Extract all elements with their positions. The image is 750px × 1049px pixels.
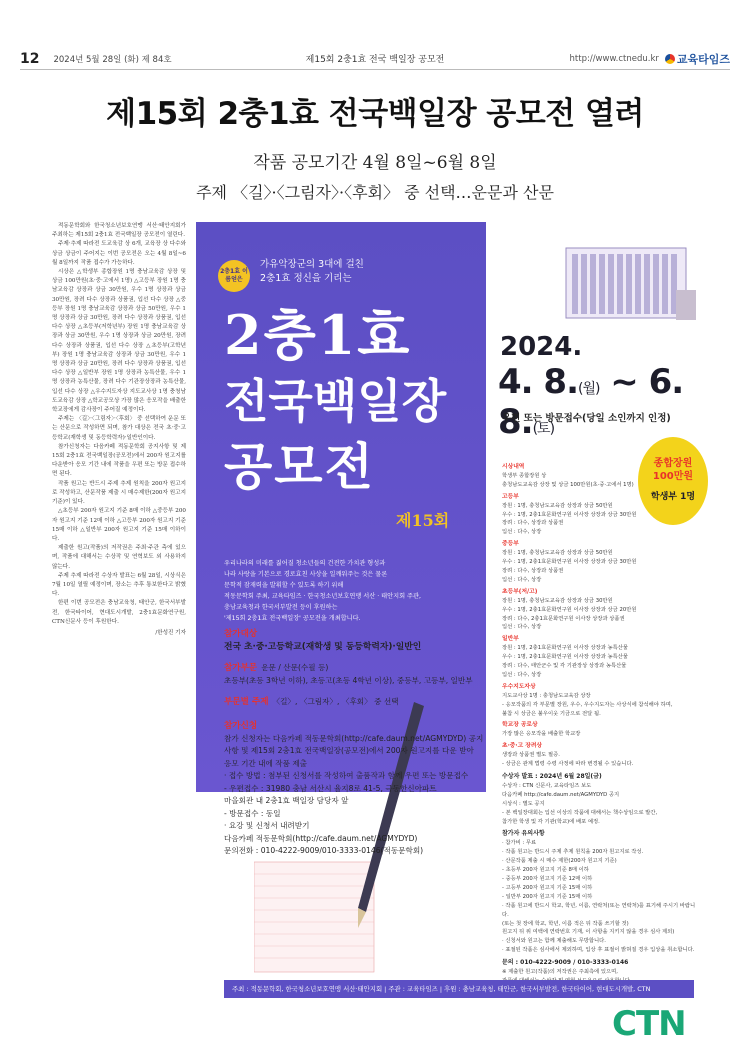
poster-tagline: [260, 258, 364, 286]
tagline-line: 2충1효 정신을 기리는: [260, 273, 352, 284]
detail-heading: 학교장 공로상: [502, 722, 538, 729]
detail-line: 지도교사상 1명 : 충청남도교육감 상장: [502, 692, 591, 699]
date-end: 6. 8.: [498, 362, 684, 442]
theme-heading: 부문별 주제: [224, 697, 269, 707]
logo-text: 교육타임즈: [676, 52, 730, 66]
detail-line: 시상식 : 별도 공지: [502, 800, 545, 807]
intro-line: 충남교육청과 한국서부발전 등이 후원하는: [224, 604, 338, 611]
masthead-right: [570, 51, 730, 67]
byline: /한성진 기자: [155, 629, 186, 636]
detail-subheading: 문의 : 010-4222-9009 / 010-3333-0146: [502, 959, 629, 967]
detail-line: 우수 : 1명, 2충1효문화연구원 이사장 상장과 농특산물: [502, 654, 629, 661]
date-sep: ~: [599, 362, 649, 402]
division-body: 운문 / 산문(수필 등): [261, 663, 329, 672]
apply-line: · 요강 및 신청서 내려받기: [224, 821, 310, 830]
apply-line: 다음카페 적동문학회(http://cafe.daum.net/AGMYDYD): [224, 833, 418, 843]
article-paragraph: 작품 원고는 반드시 주제 추제 원칙을 200자 원고지로 작성하고, 산문작품 제출 시 매수제한(200자 원고지 기준)이 있다.: [52, 480, 186, 506]
apply-line: - 방문접수 : 동일: [224, 808, 281, 818]
detail-line: 장원 : 1명, 2충1효문화연구원 이사장 상장과 농특산물: [502, 645, 629, 652]
page-number: 12: [20, 50, 40, 67]
intro-line: 문학적 잠재력을 발휘할 수 있도록 하기 위해: [224, 582, 344, 589]
detail-line: - 일반부 200자 원고지 기준 15매 이하: [502, 893, 593, 900]
apply-line: 사항 및 제15회 2충1효 전국백일장(공모전)에서 200자 원고지를 다운 받아: [224, 746, 474, 755]
poster-title-line: 전국백일장: [224, 374, 447, 428]
detail-line: 장려 : 다수, 상장과 상품권: [502, 520, 564, 527]
detail-line: 우수 : 1명, 2충1효문화연구원 이사장 상장과 상금 30만원: [502, 559, 637, 566]
apply-heading: 참가신청: [224, 721, 258, 731]
detail-line: · 신청서와 원고는 함께 제출해도 무방합니다.: [502, 938, 606, 945]
detail-line: 장려 : 다수, 2충1효문화연구원 이사장 상장과 상품권: [502, 615, 625, 622]
poster-footer: 주최 : 적동문학회, 한국청소년보호연맹 서산·태안지회 | 주관 : 교육타임즈 | 후원 : 충남교육청, 태안군, 한국서부발전, 한국타이어, 현대도시개발, CTN: [224, 980, 694, 998]
prize-label: 종합장원: [653, 458, 693, 469]
masthead: [20, 48, 730, 70]
article-body: [52, 222, 186, 638]
article-paragraph: 적동문학회와 한국청소년보호연맹 서산·태안지회가 주최하는 제15회 2충1효 전국백일장 공모전이 열린다.: [52, 223, 186, 239]
detail-heading: 시상내역: [502, 464, 525, 470]
apply-line: 응모 기간 내에 작품 제출: [224, 758, 308, 768]
intro-line: '제15회 2충1효 전국백일장' 공모전을 개최합니다.: [224, 615, 361, 622]
poster-date-range: [498, 362, 710, 442]
intro-line: 적동문학회 주최, 교육타임즈 · 한국청소년보호연맹 서산 · 태안지회 주관,: [224, 593, 421, 600]
detail-line: 장원 : 1명, 충청남도교육감 상장과 상금 50만원: [502, 502, 613, 509]
detail-line: · 표절된 작품은 심사에서 제외하며, 입상 후 표절이 밝혀질 경우 입상을 취소합니다.: [502, 947, 695, 954]
detail-line: 입선 : 다수, 상장: [502, 576, 542, 583]
apply-line: 마을회관 내 2충1효 백일장 담당자 앞: [224, 796, 349, 805]
detail-line: 장려 : 다수, 태안군수 및 각 기관장상 상장과 농특산물: [502, 663, 627, 670]
target-heading: 참가대상: [224, 629, 258, 639]
subhead-period: 작품 공모기간 4월 8일~6월 8일: [253, 153, 497, 173]
detail-line: 원고지 뒤 위 여백에 연락번호 기재, 이 사항을 지키지 않을 경우 심사 제외): [502, 929, 675, 936]
article-paragraph: 한편 이번 공모전은 충남교육청, 태안군, 한국서부발전, 한국타이어, 현대도시개발, 2충1효문화연구원, CTN신문사 등이 후원한다.: [52, 600, 186, 625]
detail-heading: 초·중·고 장려상: [502, 743, 543, 750]
detail-line: · 작품 원고는 반드시 주제 추제 원칙을 200자 원고지로 작성.: [502, 849, 644, 856]
detail-line: 충청남도교육감 상장 및 상금 100만원(초·중·고에서 1명): [502, 481, 634, 488]
poster-title: [224, 302, 446, 500]
poster-title-line: 공모전: [224, 437, 375, 496]
subhead-theme: 주제 〈길〉·〈그림자〉·〈후회〉 중 선택…운문과 산문: [196, 183, 554, 202]
division-heading: 참가부문: [224, 663, 258, 673]
books-illustration-icon: [526, 240, 706, 326]
article-paragraph: 주제·추제 따라전 도교육감 상 6개, 교육장 상 다수와 상금 상금이 주어지는 이번 공모전은 오는 4월 8일~6월 8일까지 작품 접수가 가능하다.: [52, 241, 186, 266]
target-body: 전국 초·중·고등학교(재학생 및 동등학력자)·일반인: [224, 641, 422, 652]
detail-line: 장려 : 다수, 상장과 상품권: [502, 567, 564, 574]
detail-line: ※ 제출한 원고(작품)의 저작권은 주최측에 있으며,: [502, 969, 618, 976]
detail-heading: 초등부(저/고): [502, 588, 538, 595]
receipt-note: 우편 또는 방문접수(당일 소인까지 인정): [502, 413, 671, 424]
article-paragraph: 주제 추제 따라전 수상자 발표는 6월 28일, 시상식은 7월 10일 열릴 예정이며, 장소는 추후 통보한다고 밝혔다.: [52, 572, 186, 598]
prize-target: 학생부 1명: [650, 492, 696, 502]
section-apply: [224, 720, 499, 858]
detail-subheading: 수상자 발표 : 2024년 6월 28일(금): [502, 773, 602, 780]
poster-title-line: 2충1효: [224, 303, 412, 367]
detail-line: 장원 : 1명, 충청남도교육감 상장과 상금 50만원: [502, 550, 613, 557]
detail-line: 가장 많은 응모작을 배출한 학교장: [502, 731, 581, 738]
detail-line: · 산문작품 제출 시 매수 제한(200자 원고지 기준): [502, 858, 617, 865]
division-detail: 초등부(초등 3학년 이하), 초등고(초등 4학년 이상), 중등부, 고등부, 일반부: [224, 675, 473, 685]
dow-end: (토): [532, 421, 555, 437]
detail-line: 입선 : 다수, 상장: [502, 529, 542, 536]
dow-start: (월): [577, 381, 600, 397]
detail-line: - 상금은 관계 법령 수령 사정에 따라 변경될 수 있습니다.: [502, 761, 634, 768]
tagline-line: 가유악장군의 3대에 걸친: [260, 259, 364, 270]
article-paragraph: 시상은 △학생부 종합장원 1명 충남교육감 상장 및 상금 100만원(초·중·고에서 1명) △고등부 장원 1명 충남교육감 상장과 상금 30만원, 우수 1명 상장과 상금 30만원, 장려 다수 상장과 상품권, 입선 다수 상장 △중등부 장원 1명 충남교육감 상장과 상금 50만원, 우수 1명 상장과 상금 30만원, 장려 다수 상장과 상품권, 입선 다수 상장 △초등부(저학년부) 장원 1명 충남교육감 상장과 상금 30만원, 우수 1명 상장과 상금 20만원, 장려 다수 상장과 상품권, 입선 다수 상장 △초등부(고학년부) 장원 1명 충남교육감 상장과 상금 30만원, 우수 1명 상장과 상금 20만원, 장려 다수 상장과 상품권, 입선 다수 상장 △일반부 장원 1명 상장과 농특산물, 우수 1명 상장과 농특산물, 장려 다수 기관장상장과 농특산물, 입선 다수 상장 △우수지도자상 지도교사상 1명 충청남도교육감 상장 △학교공모상 가장 많은 응모작을 배출한 학교장에게 감사장이 주어질 예정이다.: [52, 269, 186, 414]
detail-line: 입선 : 다수, 상장: [502, 671, 542, 678]
section-division: [224, 662, 499, 687]
apply-line: - 우편접수 : 31980 충남 서산시 율지8로 41-5, 극동한신아파트: [224, 783, 437, 793]
contest-poster: [196, 222, 710, 1006]
section-theme: [224, 696, 499, 709]
detail-line: - 본 백일장대회는 입선 이상의 작품에 대해서는 책수상임으로 발간,: [502, 809, 658, 816]
ctn-logo: CTN: [612, 1004, 686, 1044]
detail-heading: 일반부: [502, 636, 519, 643]
detail-line: 다음카페 http://cafe.daum.net/AGMYDYD 공지: [502, 791, 620, 798]
article-paragraph: 제출한 원고(작품)의 저작권은 주최·주관 측에 있으며, 작품에 대해서는 수상작 및 연혁보도 외 사용하지 않는다.: [52, 545, 186, 570]
detail-line: - 중등부 200자 원고지 기준 12매 이하: [502, 875, 593, 882]
publication-logo: [665, 51, 730, 67]
detail-line: 학생부 종합장원 상: [502, 472, 547, 479]
detail-line: 우수 : 1명, 2충1효문화연구원 이사장 상장과 상금 30만원: [502, 511, 637, 518]
site-url[interactable]: http://www.ctnedu.kr: [569, 53, 659, 64]
detail-heading: 중등부: [502, 541, 519, 548]
section-title: 제15회 2충1효 전국 백일장 공모전: [305, 55, 445, 65]
detail-line: - 응모작품의 각 부문별 장원, 우수, 우수지도자는 사상식에 참석해야 하며,: [502, 701, 673, 708]
detail-line: 참가한 학생 및 각 기관(학교)에 배포 예정.: [502, 818, 600, 825]
poster-year: 2024.: [500, 332, 583, 362]
article-paragraph: 참가신청자는 다음카페 적동문학회 공지사항 및 제15회 2충1효 전국백일장(공모전)에서 200자 원고지를 다운받아 응모 기간 내에 작품을 우편 또는 방문 접수하면 된다.: [52, 443, 186, 478]
detail-line: 수상자 : CTN 신문사, 교육타임즈 보도: [502, 782, 592, 789]
detail-line: · 작품 원고에 반드시 학교, 학년, 이름, 연락처(또는 연락처)를 표기해 주시기 바랍니다.: [502, 902, 696, 918]
section-target: [224, 628, 499, 653]
detail-line: 불참 시 상금은 불우이웃 기금으로 전달 됨.: [502, 710, 601, 717]
detail-line: - 고등부 200자 원고지 기준 15매 이하: [502, 884, 593, 891]
detail-line: (또는 첫 장에 학교, 학년, 이름 적은 뒤 작품 쓰기할 것): [502, 920, 629, 927]
intro-line: 나라 사랑을 기본으로 경로효친 사상을 일깨워주는 것은 물론: [224, 571, 388, 578]
detail-line: - 초등부 200자 원고지 기준 8매 이하: [502, 867, 589, 874]
badge-icon: 2충1효 이름얻은: [218, 260, 250, 292]
apply-line: · 접수 방법 : 첨부된 신청서를 작성하여 출품작과 함께 우편 또는 방문접수: [224, 771, 469, 780]
issue-date: 2024년 5월 28일 (화) 제 84호: [53, 54, 172, 65]
detail-line: 입선 : 다수, 상장: [502, 624, 542, 631]
headline: 제15회 2충1효 전국백일장 공모전 열려: [106, 96, 644, 132]
apply-line: 문의전화 : 010-4222-9009/010-3333-0146(적동문학회): [224, 846, 424, 855]
prize-amount: 100만원: [652, 471, 694, 482]
detail-heading: 우수지도자상: [502, 683, 536, 690]
intro-line: 우리나라의 미래를 짊어질 청소년들의 건전한 가치관 형성과: [224, 560, 386, 567]
detail-heading: 고등부: [502, 493, 519, 500]
poster-intro: [224, 558, 474, 624]
apply-line: 참가 신청자는 다음카페 적동문학회(http://cafe.daum.net/AGMYDYD) 공지: [224, 733, 484, 743]
detail-line: 우수 : 1명, 2충1효문화연구원 이사장 상장과 상금 20만원: [502, 606, 637, 613]
article-paragraph: 주제는 〈길〉·〈그림자〉·〈후회〉 중 선택하여 운문 또는 산문으로 작성하면 되며, 참가 대상은 전국 초·중·고등학교(재학생 및 동등학력자)·일반인이다.: [52, 416, 186, 441]
edition-label: 제15회: [396, 511, 450, 530]
date-start: 4. 8.: [498, 362, 578, 402]
logo-mark-icon: [665, 54, 675, 64]
detail-line: 생장과 상품권 별도 필증.: [502, 752, 560, 759]
detail-line: · 참가비 : 무료: [502, 840, 537, 847]
award-details: [502, 460, 698, 986]
detail-line: 장원 : 1명, 충청남도교육감 상장과 상금 30만원: [502, 597, 613, 604]
article-paragraph: △초등부 200자 원고지 기준 8매 이하 △중등부 200자 원고지 기준 12매 이하 △고등부 200자 원고지 기준 15매 이하 △일반부 200자 원고지 기준 15매 이하이다.: [52, 508, 186, 542]
theme-body: 〈길〉, 〈그림자〉, 〈후회〉 중 선택: [272, 697, 399, 706]
detail-subheading: 참가자 유의사항: [502, 830, 545, 838]
